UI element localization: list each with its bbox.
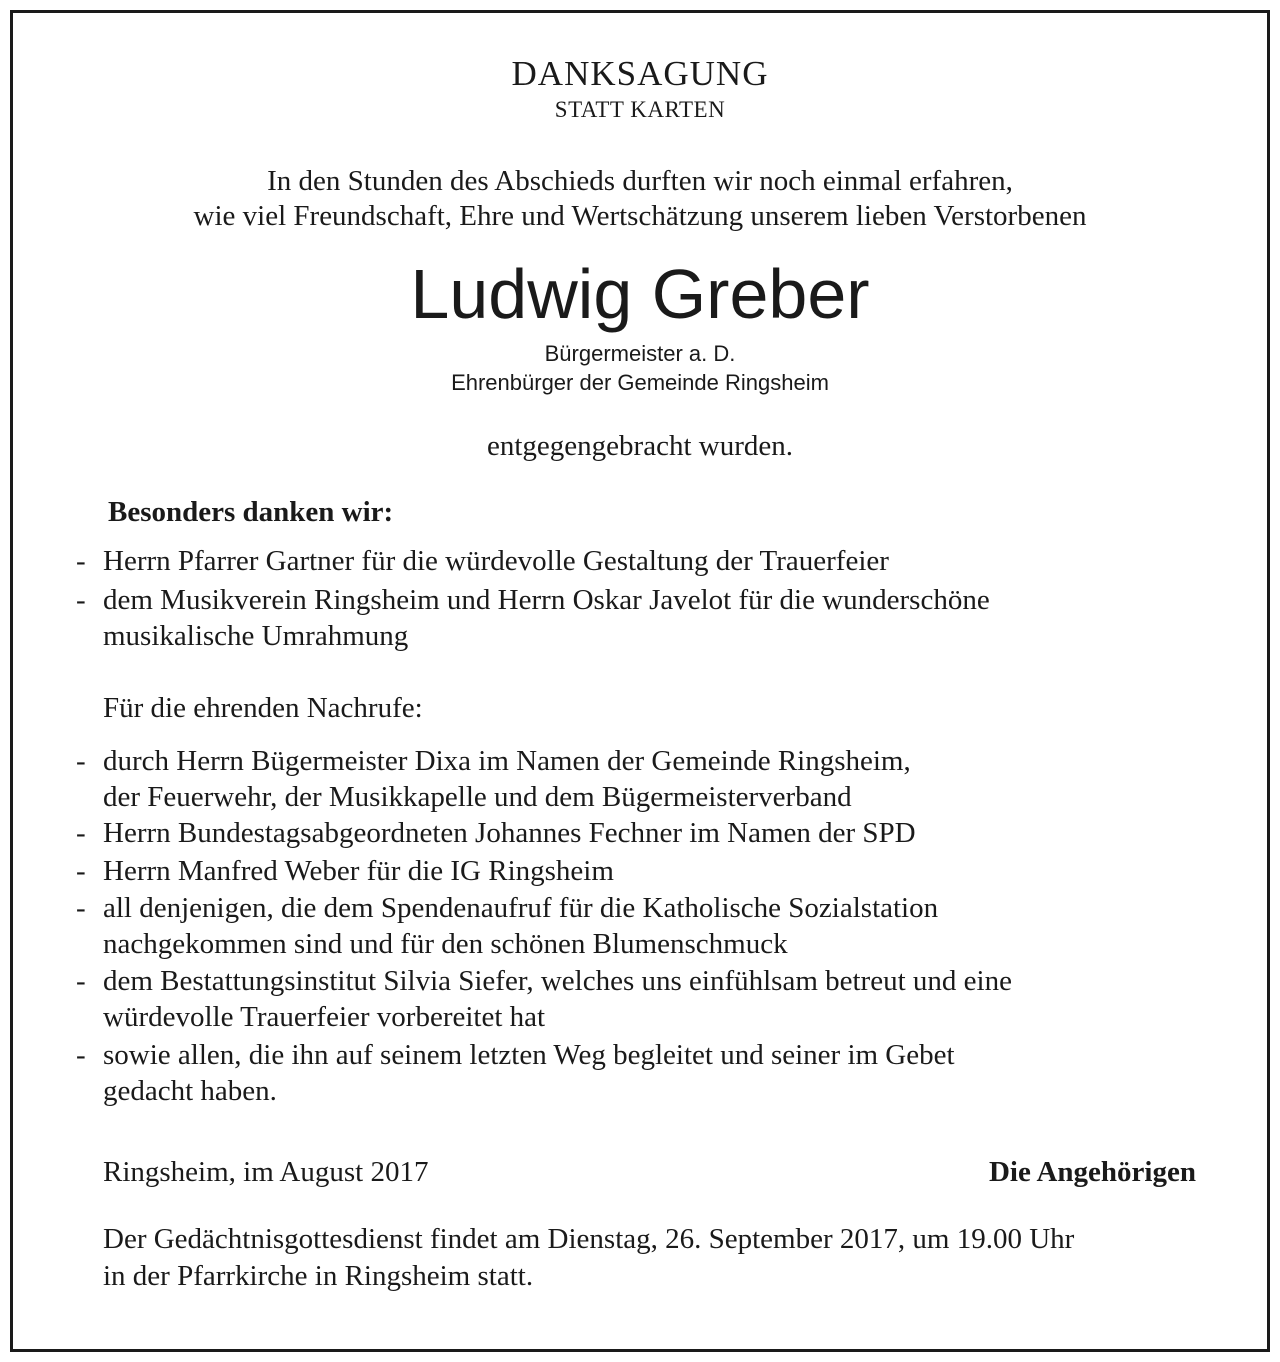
intro-line: In den Stunden des Abschieds durften wir noch einmal erfahren, — [267, 165, 1013, 197]
list-item-continuation: nachgekommen sind und für den schönen Blumenschmuck — [103, 928, 788, 960]
deceased-honor: Ehrenbürger der Gemeinde Ringsheim — [451, 370, 829, 395]
memorial-line: Der Gedächtnisgottesdienst findet am Dienstag, 26. September 2017, um 19.00 Uhr — [103, 1223, 1075, 1255]
list-item-continuation: musikalische Umrahmung — [103, 620, 409, 652]
signature: Die Angehörigen — [988, 1156, 1196, 1188]
list-dash: - — [76, 745, 86, 777]
thanks-heading: Besonders danken wir: — [108, 496, 394, 528]
list-item: all denjenigen, die dem Spendenaufruf für die Katholische Sozialstation — [103, 892, 939, 924]
list-dash: - — [76, 892, 86, 924]
list-item-continuation: gedacht haben. — [103, 1075, 277, 1107]
deceased-name: Ludwig Greber — [410, 255, 870, 333]
intro-line: wie viel Freundschaft, Ehre und Wertschätzung unserem lieben Verstorbenen — [193, 200, 1087, 232]
notice-heading: DANKSAGUNG — [511, 54, 769, 93]
memorial-line: in der Pfarrkirche in Ringsheim statt. — [103, 1260, 534, 1292]
place-date: Ringsheim, im August 2017 — [103, 1156, 429, 1188]
list-dash: - — [76, 545, 86, 577]
list-item: Herrn Manfred Weber für die IG Ringsheim — [103, 855, 614, 887]
list-dash: - — [76, 965, 86, 997]
list-dash: - — [76, 1039, 86, 1071]
list-item: Herrn Bundestagsabgeordneten Johannes Fechner im Namen der SPD — [103, 817, 916, 849]
notice-subheading: STATT KARTEN — [554, 97, 726, 122]
obituaries-heading: Für die ehrenden Nachrufe: — [103, 692, 423, 724]
list-item: durch Herrn Bügermeister Dixa im Namen der Gemeinde Ringsheim, — [103, 745, 911, 777]
list-dash: - — [76, 584, 86, 616]
list-item-continuation: der Feuerwehr, der Musikkapelle und dem Bügermeisterverband — [103, 781, 852, 813]
list-dash: - — [76, 817, 86, 849]
deceased-title: Bürgermeister a. D. — [544, 341, 736, 366]
list-item: dem Bestattungsinstitut Silvia Siefer, welches uns einfühlsam betreut und eine — [103, 965, 1012, 997]
list-dash: - — [76, 855, 86, 887]
list-item: sowie allen, die ihn auf seinem letzten Weg begleitet und seiner im Gebet — [103, 1039, 955, 1071]
list-item: Herrn Pfarrer Gartner für die würdevolle Gestaltung der Trauerfeier — [103, 545, 889, 577]
closing-phrase: entgegengebracht wurden. — [487, 430, 793, 462]
list-item-continuation: würdevolle Trauerfeier vorbereitet hat — [103, 1001, 546, 1033]
list-item: dem Musikverein Ringsheim und Herrn Oskar Javelot für die wunderschöne — [103, 584, 990, 616]
